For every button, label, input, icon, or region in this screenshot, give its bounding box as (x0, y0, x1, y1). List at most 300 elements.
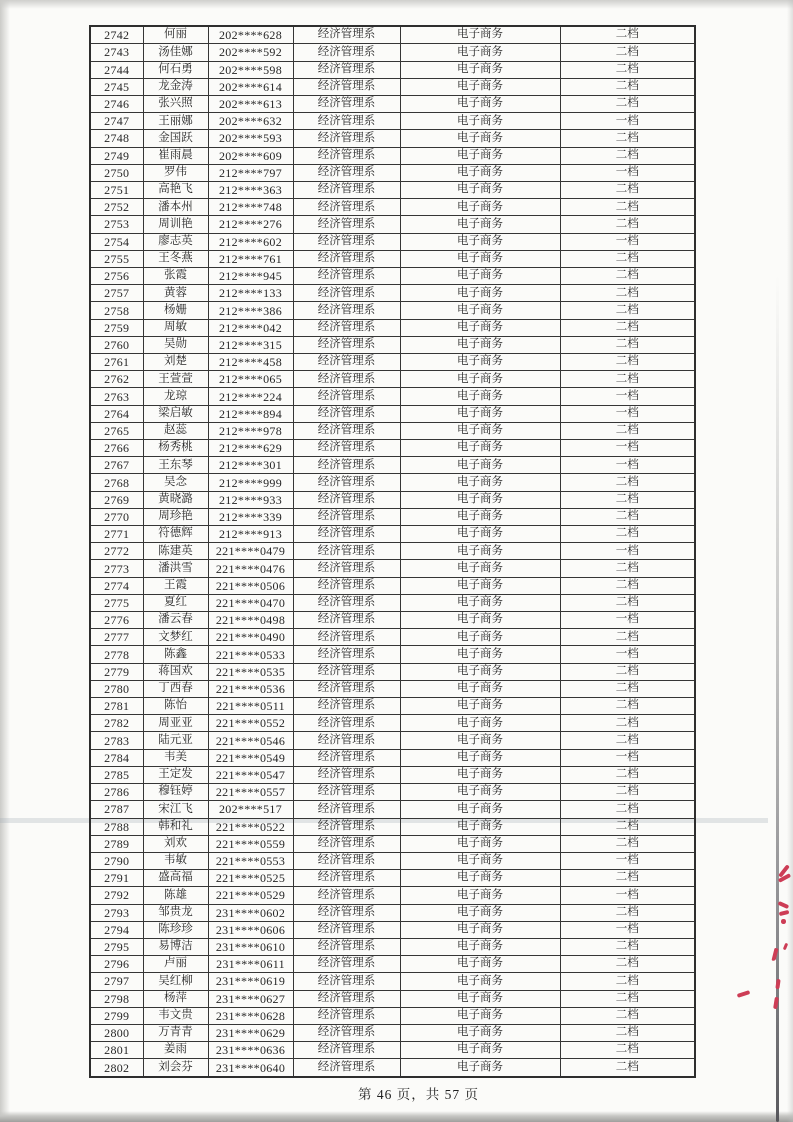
cell-department: 经济管理系 (293, 612, 400, 629)
cell-department: 经济管理系 (293, 732, 400, 749)
cell-major: 电子商务 (400, 938, 560, 955)
table-row (90, 181, 695, 198)
table-row (90, 1007, 695, 1024)
cell-tier: 二档 (560, 147, 695, 164)
table-row (90, 1042, 695, 1059)
cell-tier: 二档 (560, 1007, 695, 1024)
table-row (90, 749, 695, 766)
table-row (90, 560, 695, 577)
cell-tier: 二档 (560, 199, 695, 216)
table-row (90, 147, 695, 164)
cell-department: 经济管理系 (293, 130, 400, 147)
cell-major: 电子商务 (400, 921, 560, 938)
scan-edge-right (787, 0, 793, 1122)
cell-id-masked: 212****978 (208, 422, 293, 439)
cell-serial: 2802 (90, 1059, 143, 1077)
cell-id-masked: 212****315 (208, 336, 293, 353)
cell-tier: 二档 (560, 715, 695, 732)
cell-serial: 2800 (90, 1024, 143, 1041)
cell-tier: 二档 (560, 474, 695, 491)
cell-id-masked: 212****602 (208, 233, 293, 250)
cell-name: 万青青 (143, 1024, 208, 1041)
cell-id-masked: 212****629 (208, 440, 293, 457)
cell-serial: 2771 (90, 526, 143, 543)
roster-table-body (90, 26, 695, 1077)
cell-tier: 二档 (560, 1059, 695, 1077)
cell-tier: 二档 (560, 371, 695, 388)
cell-major: 电子商务 (400, 371, 560, 388)
cell-tier: 二档 (560, 801, 695, 818)
cell-serial: 2795 (90, 938, 143, 955)
cell-id-masked: 202****613 (208, 95, 293, 112)
cell-department: 经济管理系 (293, 250, 400, 267)
cell-name: 龙金涛 (143, 78, 208, 95)
cell-department: 经济管理系 (293, 766, 400, 783)
cell-major: 电子商务 (400, 336, 560, 353)
table-row (90, 440, 695, 457)
table-row (90, 526, 695, 543)
cell-name: 韩和礼 (143, 818, 208, 835)
cell-id-masked: 221****0511 (208, 698, 293, 715)
cell-name: 何丽 (143, 26, 208, 44)
cell-tier: 一档 (560, 405, 695, 422)
cell-major: 电子商务 (400, 95, 560, 112)
cell-tier: 二档 (560, 491, 695, 508)
cell-tier: 二档 (560, 1042, 695, 1059)
cell-id-masked: 231****0610 (208, 938, 293, 955)
cell-serial: 2784 (90, 749, 143, 766)
cell-tier: 二档 (560, 990, 695, 1007)
cell-major: 电子商务 (400, 1024, 560, 1041)
roster-table (89, 25, 696, 1078)
cell-major: 电子商务 (400, 44, 560, 61)
red-ink-mark (778, 873, 791, 883)
cell-serial: 2772 (90, 543, 143, 560)
cell-id-masked: 212****065 (208, 371, 293, 388)
table-row (90, 285, 695, 302)
cell-serial: 2776 (90, 612, 143, 629)
cell-major: 电子商务 (400, 285, 560, 302)
cell-department: 经济管理系 (293, 870, 400, 887)
cell-department: 经济管理系 (293, 44, 400, 61)
table-row (90, 715, 695, 732)
cell-tier: 二档 (560, 130, 695, 147)
cell-id-masked: 221****0549 (208, 749, 293, 766)
cell-name: 崔雨晨 (143, 147, 208, 164)
cell-tier: 二档 (560, 818, 695, 835)
cell-major: 电子商务 (400, 250, 560, 267)
table-row (90, 904, 695, 921)
cell-department: 经济管理系 (293, 233, 400, 250)
cell-id-masked: 221****0552 (208, 715, 293, 732)
cell-name: 陈建英 (143, 543, 208, 560)
table-row (90, 732, 695, 749)
cell-department: 经济管理系 (293, 715, 400, 732)
cell-department: 经济管理系 (293, 164, 400, 181)
scan-edge-left (0, 0, 11, 1122)
table-row (90, 543, 695, 560)
cell-tier: 二档 (560, 629, 695, 646)
cell-id-masked: 231****0627 (208, 990, 293, 1007)
cell-serial: 2796 (90, 956, 143, 973)
cell-major: 电子商务 (400, 526, 560, 543)
cell-major: 电子商务 (400, 698, 560, 715)
cell-tier: 一档 (560, 887, 695, 904)
table-row (90, 973, 695, 990)
cell-serial: 2801 (90, 1042, 143, 1059)
cell-name: 周珍艳 (143, 508, 208, 525)
cell-department: 经济管理系 (293, 835, 400, 852)
cell-tier: 一档 (560, 543, 695, 560)
cell-serial: 2748 (90, 130, 143, 147)
cell-department: 经济管理系 (293, 491, 400, 508)
cell-department: 经济管理系 (293, 801, 400, 818)
cell-department: 经济管理系 (293, 526, 400, 543)
table-row (90, 956, 695, 973)
cell-department: 经济管理系 (293, 319, 400, 336)
cell-id-masked: 212****224 (208, 388, 293, 405)
cell-id-masked: 221****0498 (208, 612, 293, 629)
cell-id-masked: 212****042 (208, 319, 293, 336)
cell-major: 电子商务 (400, 732, 560, 749)
cell-name: 黄晓潞 (143, 491, 208, 508)
cell-serial: 2769 (90, 491, 143, 508)
cell-name: 王定发 (143, 766, 208, 783)
cell-department: 经济管理系 (293, 113, 400, 130)
cell-id-masked: 221****0546 (208, 732, 293, 749)
table-row (90, 130, 695, 147)
red-ink-mark (779, 910, 790, 916)
cell-major: 电子商务 (400, 801, 560, 818)
cell-name: 姜雨 (143, 1042, 208, 1059)
cell-major: 电子商务 (400, 268, 560, 285)
table-row (90, 508, 695, 525)
cell-department: 经济管理系 (293, 629, 400, 646)
cell-tier: 二档 (560, 44, 695, 61)
cell-name: 蒋国欢 (143, 663, 208, 680)
cell-department: 经济管理系 (293, 474, 400, 491)
cell-serial: 2770 (90, 508, 143, 525)
cell-department: 经济管理系 (293, 680, 400, 697)
cell-tier: 二档 (560, 956, 695, 973)
cell-major: 电子商务 (400, 508, 560, 525)
cell-department: 经济管理系 (293, 336, 400, 353)
cell-department: 经济管理系 (293, 405, 400, 422)
cell-serial: 2742 (90, 26, 143, 44)
cell-department: 经济管理系 (293, 508, 400, 525)
scan-edge-bottom (0, 1111, 793, 1122)
cell-id-masked: 202****517 (208, 801, 293, 818)
cell-id-masked: 212****933 (208, 491, 293, 508)
cell-department: 经济管理系 (293, 285, 400, 302)
cell-department: 经济管理系 (293, 1042, 400, 1059)
table-row (90, 216, 695, 233)
cell-serial: 2785 (90, 766, 143, 783)
cell-serial: 2762 (90, 371, 143, 388)
table-row (90, 405, 695, 422)
cell-name: 吴念 (143, 474, 208, 491)
cell-department: 经济管理系 (293, 371, 400, 388)
cell-id-masked: 212****386 (208, 302, 293, 319)
cell-serial: 2744 (90, 61, 143, 78)
cell-id-masked: 212****363 (208, 181, 293, 198)
table-row (90, 818, 695, 835)
cell-department: 经济管理系 (293, 1059, 400, 1077)
cell-name: 廖志英 (143, 233, 208, 250)
table-row (90, 164, 695, 181)
cell-tier: 二档 (560, 508, 695, 525)
cell-tier: 一档 (560, 164, 695, 181)
cell-tier: 一档 (560, 113, 695, 130)
table-row (90, 319, 695, 336)
table-row (90, 491, 695, 508)
cell-serial: 2756 (90, 268, 143, 285)
cell-id-masked: 212****133 (208, 285, 293, 302)
table-row (90, 354, 695, 371)
cell-id-masked: 212****797 (208, 164, 293, 181)
cell-department: 经济管理系 (293, 181, 400, 198)
table-row (90, 1024, 695, 1041)
cell-serial: 2792 (90, 887, 143, 904)
cell-id-masked: 212****761 (208, 250, 293, 267)
cell-serial: 2751 (90, 181, 143, 198)
cell-serial: 2777 (90, 629, 143, 646)
cell-serial: 2789 (90, 835, 143, 852)
cell-serial: 2750 (90, 164, 143, 181)
cell-department: 经济管理系 (293, 26, 400, 44)
cell-major: 电子商务 (400, 766, 560, 783)
cell-name: 王冬燕 (143, 250, 208, 267)
cell-serial: 2757 (90, 285, 143, 302)
cell-department: 经济管理系 (293, 440, 400, 457)
cell-tier: 二档 (560, 354, 695, 371)
cell-name: 刘楚 (143, 354, 208, 371)
cell-department: 经济管理系 (293, 560, 400, 577)
cell-name: 杨秀桃 (143, 440, 208, 457)
table-row (90, 95, 695, 112)
table-row (90, 938, 695, 955)
table-row (90, 612, 695, 629)
cell-name: 吴红柳 (143, 973, 208, 990)
cell-serial: 2799 (90, 1007, 143, 1024)
cell-serial: 2758 (90, 302, 143, 319)
cell-department: 经济管理系 (293, 354, 400, 371)
cell-major: 电子商务 (400, 629, 560, 646)
cell-serial: 2766 (90, 440, 143, 457)
table-row (90, 784, 695, 801)
cell-tier: 二档 (560, 250, 695, 267)
cell-id-masked: 221****0525 (208, 870, 293, 887)
cell-id-masked: 231****0606 (208, 921, 293, 938)
cell-name: 梁启敏 (143, 405, 208, 422)
table-row (90, 835, 695, 852)
cell-id-masked: 212****458 (208, 354, 293, 371)
cell-tier: 二档 (560, 784, 695, 801)
cell-tier: 二档 (560, 216, 695, 233)
cell-tier: 二档 (560, 422, 695, 439)
cell-major: 电子商务 (400, 422, 560, 439)
cell-department: 经济管理系 (293, 921, 400, 938)
cell-tier: 二档 (560, 577, 695, 594)
cell-major: 电子商务 (400, 388, 560, 405)
cell-tier: 二档 (560, 285, 695, 302)
cell-tier: 二档 (560, 698, 695, 715)
cell-tier: 一档 (560, 388, 695, 405)
table-row (90, 766, 695, 783)
cell-department: 经济管理系 (293, 904, 400, 921)
cell-tier: 二档 (560, 938, 695, 955)
cell-serial: 2787 (90, 801, 143, 818)
cell-id-masked: 212****748 (208, 199, 293, 216)
cell-tier: 一档 (560, 233, 695, 250)
cell-serial: 2767 (90, 457, 143, 474)
cell-serial: 2790 (90, 852, 143, 869)
cell-major: 电子商务 (400, 749, 560, 766)
cell-id-masked: 202****593 (208, 130, 293, 147)
table-row (90, 870, 695, 887)
cell-serial: 2755 (90, 250, 143, 267)
cell-id-masked: 221****0529 (208, 887, 293, 904)
cell-id-masked: 221****0533 (208, 646, 293, 663)
cell-name: 周敏 (143, 319, 208, 336)
cell-serial: 2764 (90, 405, 143, 422)
cell-name: 潘洪雪 (143, 560, 208, 577)
cell-tier: 二档 (560, 302, 695, 319)
table-row (90, 44, 695, 61)
table-row (90, 801, 695, 818)
page-fold-line (776, 275, 779, 1122)
red-ink-mark (778, 901, 789, 909)
table-row (90, 921, 695, 938)
cell-serial: 2773 (90, 560, 143, 577)
cell-major: 电子商务 (400, 680, 560, 697)
cell-name: 高艳飞 (143, 181, 208, 198)
cell-id-masked: 231****0602 (208, 904, 293, 921)
page-footer: 第 46 页，共 57 页 (358, 1087, 479, 1102)
scan-edge-top (0, 0, 793, 10)
cell-name: 夏红 (143, 594, 208, 611)
table-row (90, 680, 695, 697)
cell-department: 经济管理系 (293, 698, 400, 715)
cell-department: 经济管理系 (293, 990, 400, 1007)
cell-major: 电子商务 (400, 457, 560, 474)
cell-name: 陈鑫 (143, 646, 208, 663)
cell-department: 经济管理系 (293, 577, 400, 594)
cell-name: 刘会芬 (143, 1059, 208, 1077)
cell-department: 经济管理系 (293, 749, 400, 766)
table-row (90, 887, 695, 904)
red-ink-mark (773, 997, 779, 1009)
cell-id-masked: 202****628 (208, 26, 293, 44)
table-row (90, 61, 695, 78)
cell-major: 电子商务 (400, 78, 560, 95)
cell-serial: 2797 (90, 973, 143, 990)
cell-serial: 2783 (90, 732, 143, 749)
red-ink-mark (781, 919, 786, 924)
cell-name: 黄蓉 (143, 285, 208, 302)
red-ink-mark (771, 948, 778, 961)
cell-major: 电子商务 (400, 319, 560, 336)
cell-serial: 2781 (90, 698, 143, 715)
cell-serial: 2761 (90, 354, 143, 371)
cell-id-masked: 221****0522 (208, 818, 293, 835)
cell-major: 电子商务 (400, 199, 560, 216)
cell-major: 电子商务 (400, 594, 560, 611)
cell-serial: 2779 (90, 663, 143, 680)
cell-major: 电子商务 (400, 784, 560, 801)
cell-major: 电子商务 (400, 26, 560, 44)
cell-department: 经济管理系 (293, 818, 400, 835)
cell-tier: 二档 (560, 26, 695, 44)
cell-name: 刘欢 (143, 835, 208, 852)
cell-major: 电子商务 (400, 646, 560, 663)
cell-id-masked: 202****592 (208, 44, 293, 61)
cell-serial: 2743 (90, 44, 143, 61)
cell-tier: 一档 (560, 852, 695, 869)
cell-serial: 2745 (90, 78, 143, 95)
cell-id-masked: 221****0553 (208, 852, 293, 869)
cell-name: 卢丽 (143, 956, 208, 973)
cell-id-masked: 231****0629 (208, 1024, 293, 1041)
cell-name: 文梦红 (143, 629, 208, 646)
cell-major: 电子商务 (400, 1059, 560, 1077)
cell-name: 王萱萱 (143, 371, 208, 388)
cell-major: 电子商务 (400, 1042, 560, 1059)
cell-department: 经济管理系 (293, 543, 400, 560)
cell-tier: 二档 (560, 95, 695, 112)
cell-tier: 二档 (560, 663, 695, 680)
table-row (90, 388, 695, 405)
table-row (90, 268, 695, 285)
cell-name: 陈珍珍 (143, 921, 208, 938)
cell-major: 电子商务 (400, 715, 560, 732)
cell-serial: 2775 (90, 594, 143, 611)
table-row (90, 646, 695, 663)
cell-tier: 二档 (560, 336, 695, 353)
cell-serial: 2749 (90, 147, 143, 164)
cell-tier: 一档 (560, 749, 695, 766)
cell-department: 经济管理系 (293, 1007, 400, 1024)
cell-id-masked: 202****614 (208, 78, 293, 95)
cell-id-masked: 221****0470 (208, 594, 293, 611)
cell-name: 韦敏 (143, 852, 208, 869)
table-row (90, 990, 695, 1007)
table-row (90, 199, 695, 216)
cell-department: 经济管理系 (293, 95, 400, 112)
cell-tier: 二档 (560, 181, 695, 198)
cell-id-masked: 231****0636 (208, 1042, 293, 1059)
cell-serial: 2768 (90, 474, 143, 491)
cell-name: 何石勇 (143, 61, 208, 78)
table-row (90, 78, 695, 95)
cell-tier: 二档 (560, 870, 695, 887)
cell-name: 金国跃 (143, 130, 208, 147)
table-row (90, 250, 695, 267)
cell-name: 杨萍 (143, 990, 208, 1007)
cell-major: 电子商务 (400, 113, 560, 130)
cell-department: 经济管理系 (293, 887, 400, 904)
cell-department: 经济管理系 (293, 784, 400, 801)
red-ink-mark (783, 943, 788, 951)
cell-name: 潘本州 (143, 199, 208, 216)
cell-major: 电子商务 (400, 130, 560, 147)
cell-name: 龙琼 (143, 388, 208, 405)
cell-department: 经济管理系 (293, 388, 400, 405)
cell-major: 电子商务 (400, 405, 560, 422)
cell-name: 陈怡 (143, 698, 208, 715)
cell-serial: 2752 (90, 199, 143, 216)
table-row (90, 302, 695, 319)
